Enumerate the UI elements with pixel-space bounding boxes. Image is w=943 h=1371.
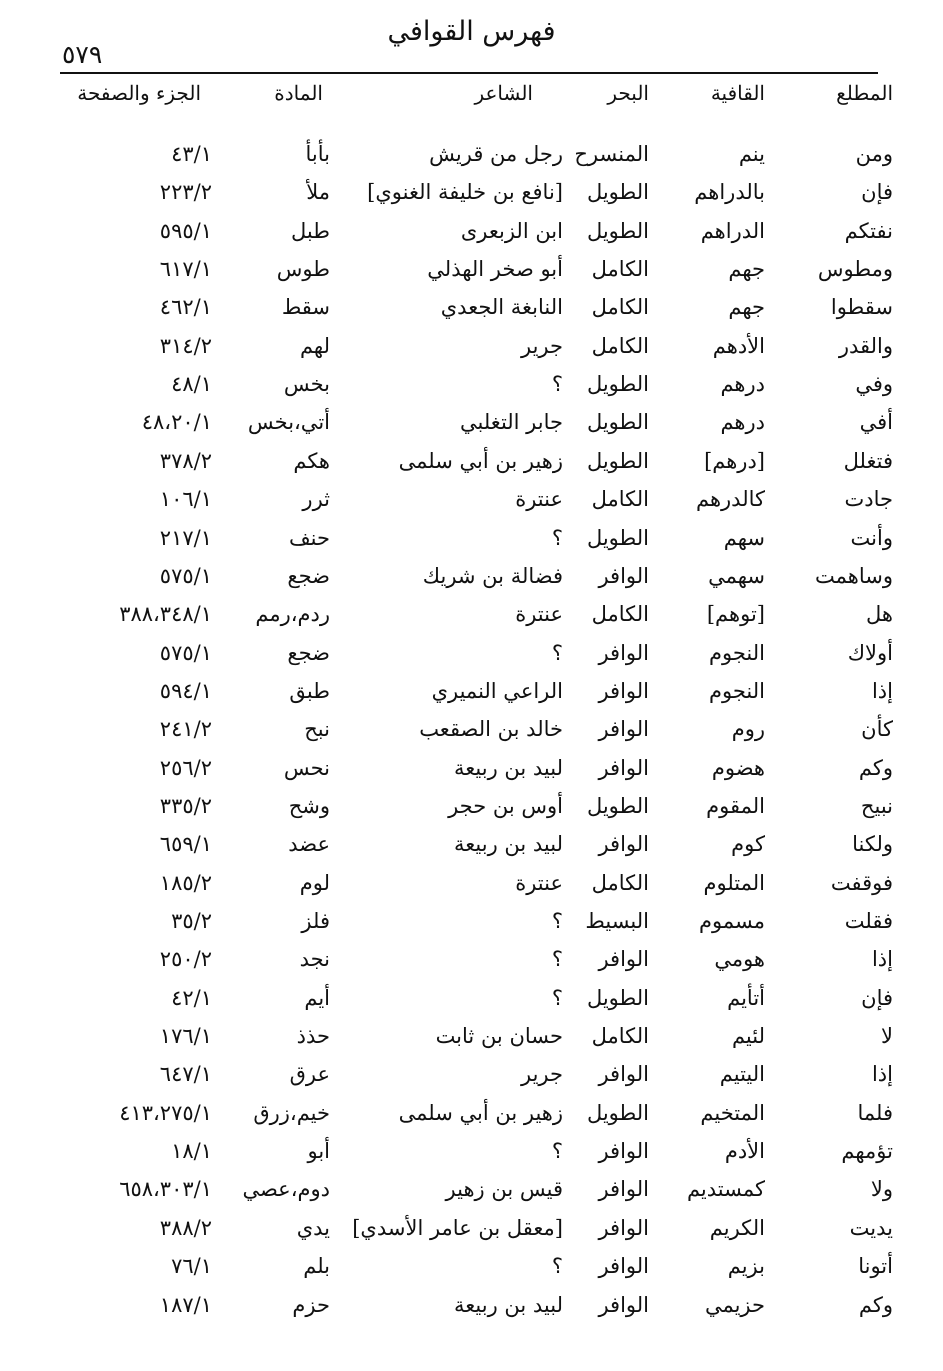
cell-qafiya: الدراهم [700, 219, 765, 243]
cell-qafiya: الأدهم [712, 334, 765, 358]
cell-shaer: قيس بن زهير [445, 1177, 563, 1201]
cell-matla: ولكنا [852, 832, 893, 856]
cell-qafiya: كوم [731, 832, 765, 856]
cell-matla: وساهمت [815, 564, 893, 588]
cell-qafiya: حزيمي [704, 1293, 765, 1317]
cell-juz: ٦٥٨،٣٠٣/١ [119, 1177, 212, 1201]
table-row [0, 710, 943, 748]
table-row [0, 864, 943, 902]
cell-matla: ولا [870, 1177, 893, 1201]
header-juz: الجزء والصفحة [77, 81, 201, 105]
cell-madda: ملأ [306, 180, 330, 204]
table-row [0, 595, 943, 633]
cell-shaer: عنترة [515, 871, 563, 895]
cell-bahr: المنسرح [574, 142, 649, 166]
cell-bahr: الطويل [586, 526, 649, 550]
cell-madda: أتي،بخس [247, 410, 330, 434]
cell-qafiya: المتلوم [703, 871, 765, 895]
cell-shaer: زهير بن أبي سلمى [398, 449, 563, 473]
cell-juz: ٤٦٢/١ [159, 295, 212, 319]
cell-madda: دوم،عصي [242, 1177, 330, 1201]
table-row [0, 557, 943, 595]
cell-bahr: الوافر [598, 1139, 649, 1163]
cell-juz: ٣٧٨/٢ [159, 449, 212, 473]
cell-madda: طبق [289, 679, 330, 703]
cell-shaer: النابغة الجعدي [440, 295, 563, 319]
cell-madda: أبو [307, 1139, 330, 1163]
cell-bahr: الوافر [598, 679, 649, 703]
table-row [0, 749, 943, 787]
page-number: ٥٧٩ [62, 40, 103, 69]
cell-qafiya: النجوم [709, 679, 765, 703]
cell-shaer: لبيد بن ربيعة [454, 756, 563, 780]
table-row [0, 480, 943, 518]
table-row [0, 979, 943, 1017]
cell-matla: أفي [859, 410, 893, 434]
cell-matla: فوقفت [830, 871, 893, 895]
cell-bahr: الوافر [598, 1293, 649, 1317]
cell-juz: ١٨/١ [171, 1139, 212, 1163]
cell-juz: ٢٥٠/٢ [159, 947, 212, 971]
cell-bahr: الطويل [586, 449, 649, 473]
cell-juz: ١٧٦/١ [159, 1024, 212, 1048]
cell-shaer: ابن الزبعرى [460, 219, 563, 243]
cell-juz: ٤٨،٢٠/١ [141, 410, 212, 434]
cell-bahr: الطويل [586, 219, 649, 243]
cell-juz: ٣٥/٢ [171, 909, 212, 933]
cell-matla: هل [866, 602, 893, 626]
cell-madda: هكم [293, 449, 330, 473]
cell-qafiya: كمستديم [686, 1177, 765, 1201]
cell-shaer: جرير [521, 1062, 563, 1086]
cell-madda: فلز [301, 909, 330, 933]
cell-matla: إذا [871, 947, 893, 971]
cell-bahr: الوافر [598, 1177, 649, 1201]
cell-qafiya: سهم [723, 526, 765, 550]
cell-shaer: ؟ [551, 372, 563, 396]
cell-bahr: البسيط [585, 909, 649, 933]
table-row [0, 1055, 943, 1093]
cell-shaer: [معقل بن عامر الأسدي] [352, 1216, 563, 1240]
table-row [0, 825, 943, 863]
cell-shaer: ؟ [551, 909, 563, 933]
cell-shaer: لبيد بن ربيعة [454, 1293, 563, 1317]
cell-qafiya: أتأيم [727, 986, 765, 1010]
cell-bahr: الكامل [591, 871, 649, 895]
cell-qafiya: مسموم [699, 909, 765, 933]
cell-shaer: عنترة [515, 602, 563, 626]
cell-madda: لوم [299, 871, 330, 895]
cell-shaer: ؟ [551, 641, 563, 665]
cell-juz: ٥٧٥/١ [159, 564, 212, 588]
cell-matla: تؤمهم [841, 1139, 893, 1163]
cell-madda: بخس [283, 372, 330, 396]
table-row [0, 1170, 943, 1208]
cell-shaer: خالد بن الصقعب [419, 717, 563, 741]
cell-matla: وأنت [850, 526, 893, 550]
cell-qafiya: الكريم [709, 1216, 765, 1240]
cell-juz: ٤٢/١ [171, 986, 212, 1010]
cell-madda: لهم [299, 334, 330, 358]
cell-shaer: فضالة بن شريك [422, 564, 563, 588]
cell-madda: عرق [289, 1062, 330, 1086]
cell-juz: ١٨٥/٢ [159, 871, 212, 895]
cell-juz: ٢٤١/٢ [159, 717, 212, 741]
table-row [0, 212, 943, 250]
cell-matla: سقطوا [830, 295, 893, 319]
cell-madda: وشح [288, 794, 330, 818]
cell-bahr: الوافر [598, 1254, 649, 1278]
cell-madda: حذذ [296, 1024, 330, 1048]
cell-juz: ٣٨٨،٣٤٨/١ [119, 602, 212, 626]
cell-matla: ومن [855, 142, 893, 166]
cell-shaer: الراعي النميري [431, 679, 563, 703]
cell-qafiya: بالدراهم [694, 180, 765, 204]
cell-matla: يديت [849, 1216, 893, 1240]
cell-qafiya: الأدم [724, 1139, 765, 1163]
cell-qafiya: المتخيم [700, 1101, 765, 1125]
cell-bahr: الطويل [586, 410, 649, 434]
cell-bahr: الوافر [598, 1062, 649, 1086]
cell-qafiya: النجوم [709, 641, 765, 665]
cell-juz: ٥٩٥/١ [159, 219, 212, 243]
cell-qafiya: [توهم] [706, 602, 765, 626]
table-row [0, 519, 943, 557]
cell-bahr: الكامل [591, 257, 649, 281]
cell-matla: إذا [871, 1062, 893, 1086]
cell-madda: عضد [288, 832, 330, 856]
cell-matla: ومطوس [817, 257, 893, 281]
cell-madda: ضجع [287, 564, 330, 588]
header-matla: المطلع [836, 81, 893, 105]
cell-madda: طوس [276, 257, 330, 281]
cell-shaer: ؟ [551, 526, 563, 550]
cell-madda: بلم [303, 1254, 330, 1278]
cell-madda: يدي [296, 1216, 330, 1240]
cell-qafiya: كالدرهم [695, 487, 765, 511]
cell-matla: فلما [857, 1101, 893, 1125]
cell-juz: ٤٨/١ [171, 372, 212, 396]
cell-matla: فتغلل [843, 449, 893, 473]
cell-bahr: الكامل [591, 487, 649, 511]
cell-shaer: أوس بن حجر [448, 794, 563, 818]
table-row [0, 173, 943, 211]
cell-juz: ٥٧٥/١ [159, 641, 212, 665]
cell-matla: فإن [861, 986, 893, 1010]
table-row [0, 442, 943, 480]
page-title: فهرس القوافي [387, 16, 556, 47]
header-qafiya: القافية [710, 81, 765, 105]
header-shaer: الشاعر [474, 81, 533, 105]
cell-bahr: الوافر [598, 564, 649, 588]
cell-qafiya: اليتيم [719, 1062, 765, 1086]
cell-madda: خيم،زرق [253, 1101, 330, 1125]
cell-juz: ١٨٧/١ [159, 1293, 212, 1317]
cell-bahr: الطويل [586, 180, 649, 204]
cell-madda: حزم [292, 1293, 330, 1317]
cell-madda: أيم [304, 986, 330, 1010]
cell-qafiya: لئيم [731, 1024, 765, 1048]
cell-qafiya: روم [731, 717, 765, 741]
cell-madda: طبل [291, 219, 330, 243]
cell-qafiya: درهم [720, 410, 765, 434]
cell-juz: ٦٥٩/١ [159, 832, 212, 856]
table-row [0, 902, 943, 940]
cell-madda: نبح [304, 717, 330, 741]
cell-madda: نحس [283, 756, 330, 780]
cell-shaer: أبو صخر الهذلي [427, 257, 563, 281]
cell-juz: ٣٣٥/٢ [159, 794, 212, 818]
cell-bahr: الوافر [598, 756, 649, 780]
cell-shaer: ؟ [551, 1139, 563, 1163]
cell-qafiya: جهم [728, 257, 765, 281]
cell-qafiya: درهم [720, 372, 765, 396]
cell-qafiya: [درهم] [704, 449, 765, 473]
table-row [0, 940, 943, 978]
header-madda: المادة [274, 81, 323, 105]
cell-bahr: الوافر [598, 641, 649, 665]
cell-shaer: ؟ [551, 947, 563, 971]
cell-matla: نبيح [860, 794, 893, 818]
cell-qafiya: بزيم [727, 1254, 765, 1278]
cell-bahr: الوافر [598, 1216, 649, 1240]
cell-juz: ٣٨٨/٢ [159, 1216, 212, 1240]
table-row [0, 250, 943, 288]
cell-shaer: لبيد بن ربيعة [454, 832, 563, 856]
table-row [0, 135, 943, 173]
cell-matla: أتونا [858, 1254, 893, 1278]
cell-juz: ٢٥٦/٢ [159, 756, 212, 780]
cell-juz: ٦٤٧/١ [159, 1062, 212, 1086]
table-row [0, 288, 943, 326]
table-row [0, 1209, 943, 1247]
table-row [0, 672, 943, 710]
table-row [0, 634, 943, 672]
cell-bahr: الطويل [586, 986, 649, 1010]
cell-matla: جادت [844, 487, 893, 511]
table-row [0, 787, 943, 825]
cell-shaer: عنترة [515, 487, 563, 511]
cell-juz: ٤٣/١ [171, 142, 212, 166]
cell-qafiya: المقوم [706, 794, 765, 818]
cell-shaer: [نافع بن خليفة الغنوي] [367, 180, 563, 204]
table-row [0, 1247, 943, 1285]
cell-juz: ١٠٦/١ [159, 487, 212, 511]
cell-madda: ثرر [302, 487, 330, 511]
cell-bahr: الطويل [586, 1101, 649, 1125]
cell-matla: وفي [855, 372, 893, 396]
cell-matla: والقدر [838, 334, 893, 358]
cell-qafiya: هضوم [711, 756, 765, 780]
cell-bahr: الكامل [591, 334, 649, 358]
cell-bahr: الوافر [598, 832, 649, 856]
cell-madda: سقط [281, 295, 330, 319]
header-bahr: البحر [607, 81, 649, 105]
cell-juz: ٦١٧/١ [159, 257, 212, 281]
cell-madda: ضجع [287, 641, 330, 665]
cell-bahr: الطويل [586, 794, 649, 818]
cell-shaer: زهير بن أبي سلمى [398, 1101, 563, 1125]
cell-matla: وكم [858, 756, 893, 780]
cell-juz: ٣١٤/٢ [159, 334, 212, 358]
cell-bahr: الوافر [598, 717, 649, 741]
cell-juz: ٥٩٤/١ [159, 679, 212, 703]
cell-madda: ردم،رمم [255, 602, 330, 626]
cell-qafiya: هومي [714, 947, 765, 971]
cell-juz: ٢١٧/١ [159, 526, 212, 550]
cell-madda: حنف [288, 526, 330, 550]
table-row [0, 1017, 943, 1055]
table-row [0, 403, 943, 441]
table-row [0, 1132, 943, 1170]
cell-juz: ٧٦/١ [171, 1254, 212, 1278]
cell-bahr: الكامل [591, 295, 649, 319]
cell-shaer: رجل من قريش [429, 142, 563, 166]
cell-shaer: ؟ [551, 986, 563, 1010]
cell-shaer: جابر التغلبي [460, 410, 563, 434]
cell-shaer: ؟ [551, 1254, 563, 1278]
cell-bahr: الوافر [598, 947, 649, 971]
table-row [0, 365, 943, 403]
cell-juz: ٢٢٣/٢ [159, 180, 212, 204]
table-row [0, 1094, 943, 1132]
cell-madda: نجد [299, 947, 330, 971]
cell-qafiya: سهمي [708, 564, 765, 588]
cell-matla: لا [881, 1024, 893, 1048]
cell-matla: كأن [861, 717, 893, 741]
cell-matla: فقلت [844, 909, 893, 933]
cell-shaer: حسان بن ثابت [435, 1024, 563, 1048]
cell-matla: فإن [861, 180, 893, 204]
cell-qafiya: جهم [728, 295, 765, 319]
cell-bahr: الكامل [591, 602, 649, 626]
cell-qafiya: ينم [738, 142, 765, 166]
cell-matla: وكم [858, 1293, 893, 1317]
cell-bahr: الكامل [591, 1024, 649, 1048]
cell-shaer: جرير [521, 334, 563, 358]
table-row [0, 327, 943, 365]
cell-matla: نفتكم [844, 219, 893, 243]
cell-matla: إذا [871, 679, 893, 703]
cell-juz: ٤١٣،٢٧٥/١ [119, 1101, 212, 1125]
cell-matla: أولاك [847, 641, 893, 665]
cell-bahr: الطويل [586, 372, 649, 396]
cell-madda: بأبأ [305, 142, 330, 166]
table-row [0, 1286, 943, 1324]
